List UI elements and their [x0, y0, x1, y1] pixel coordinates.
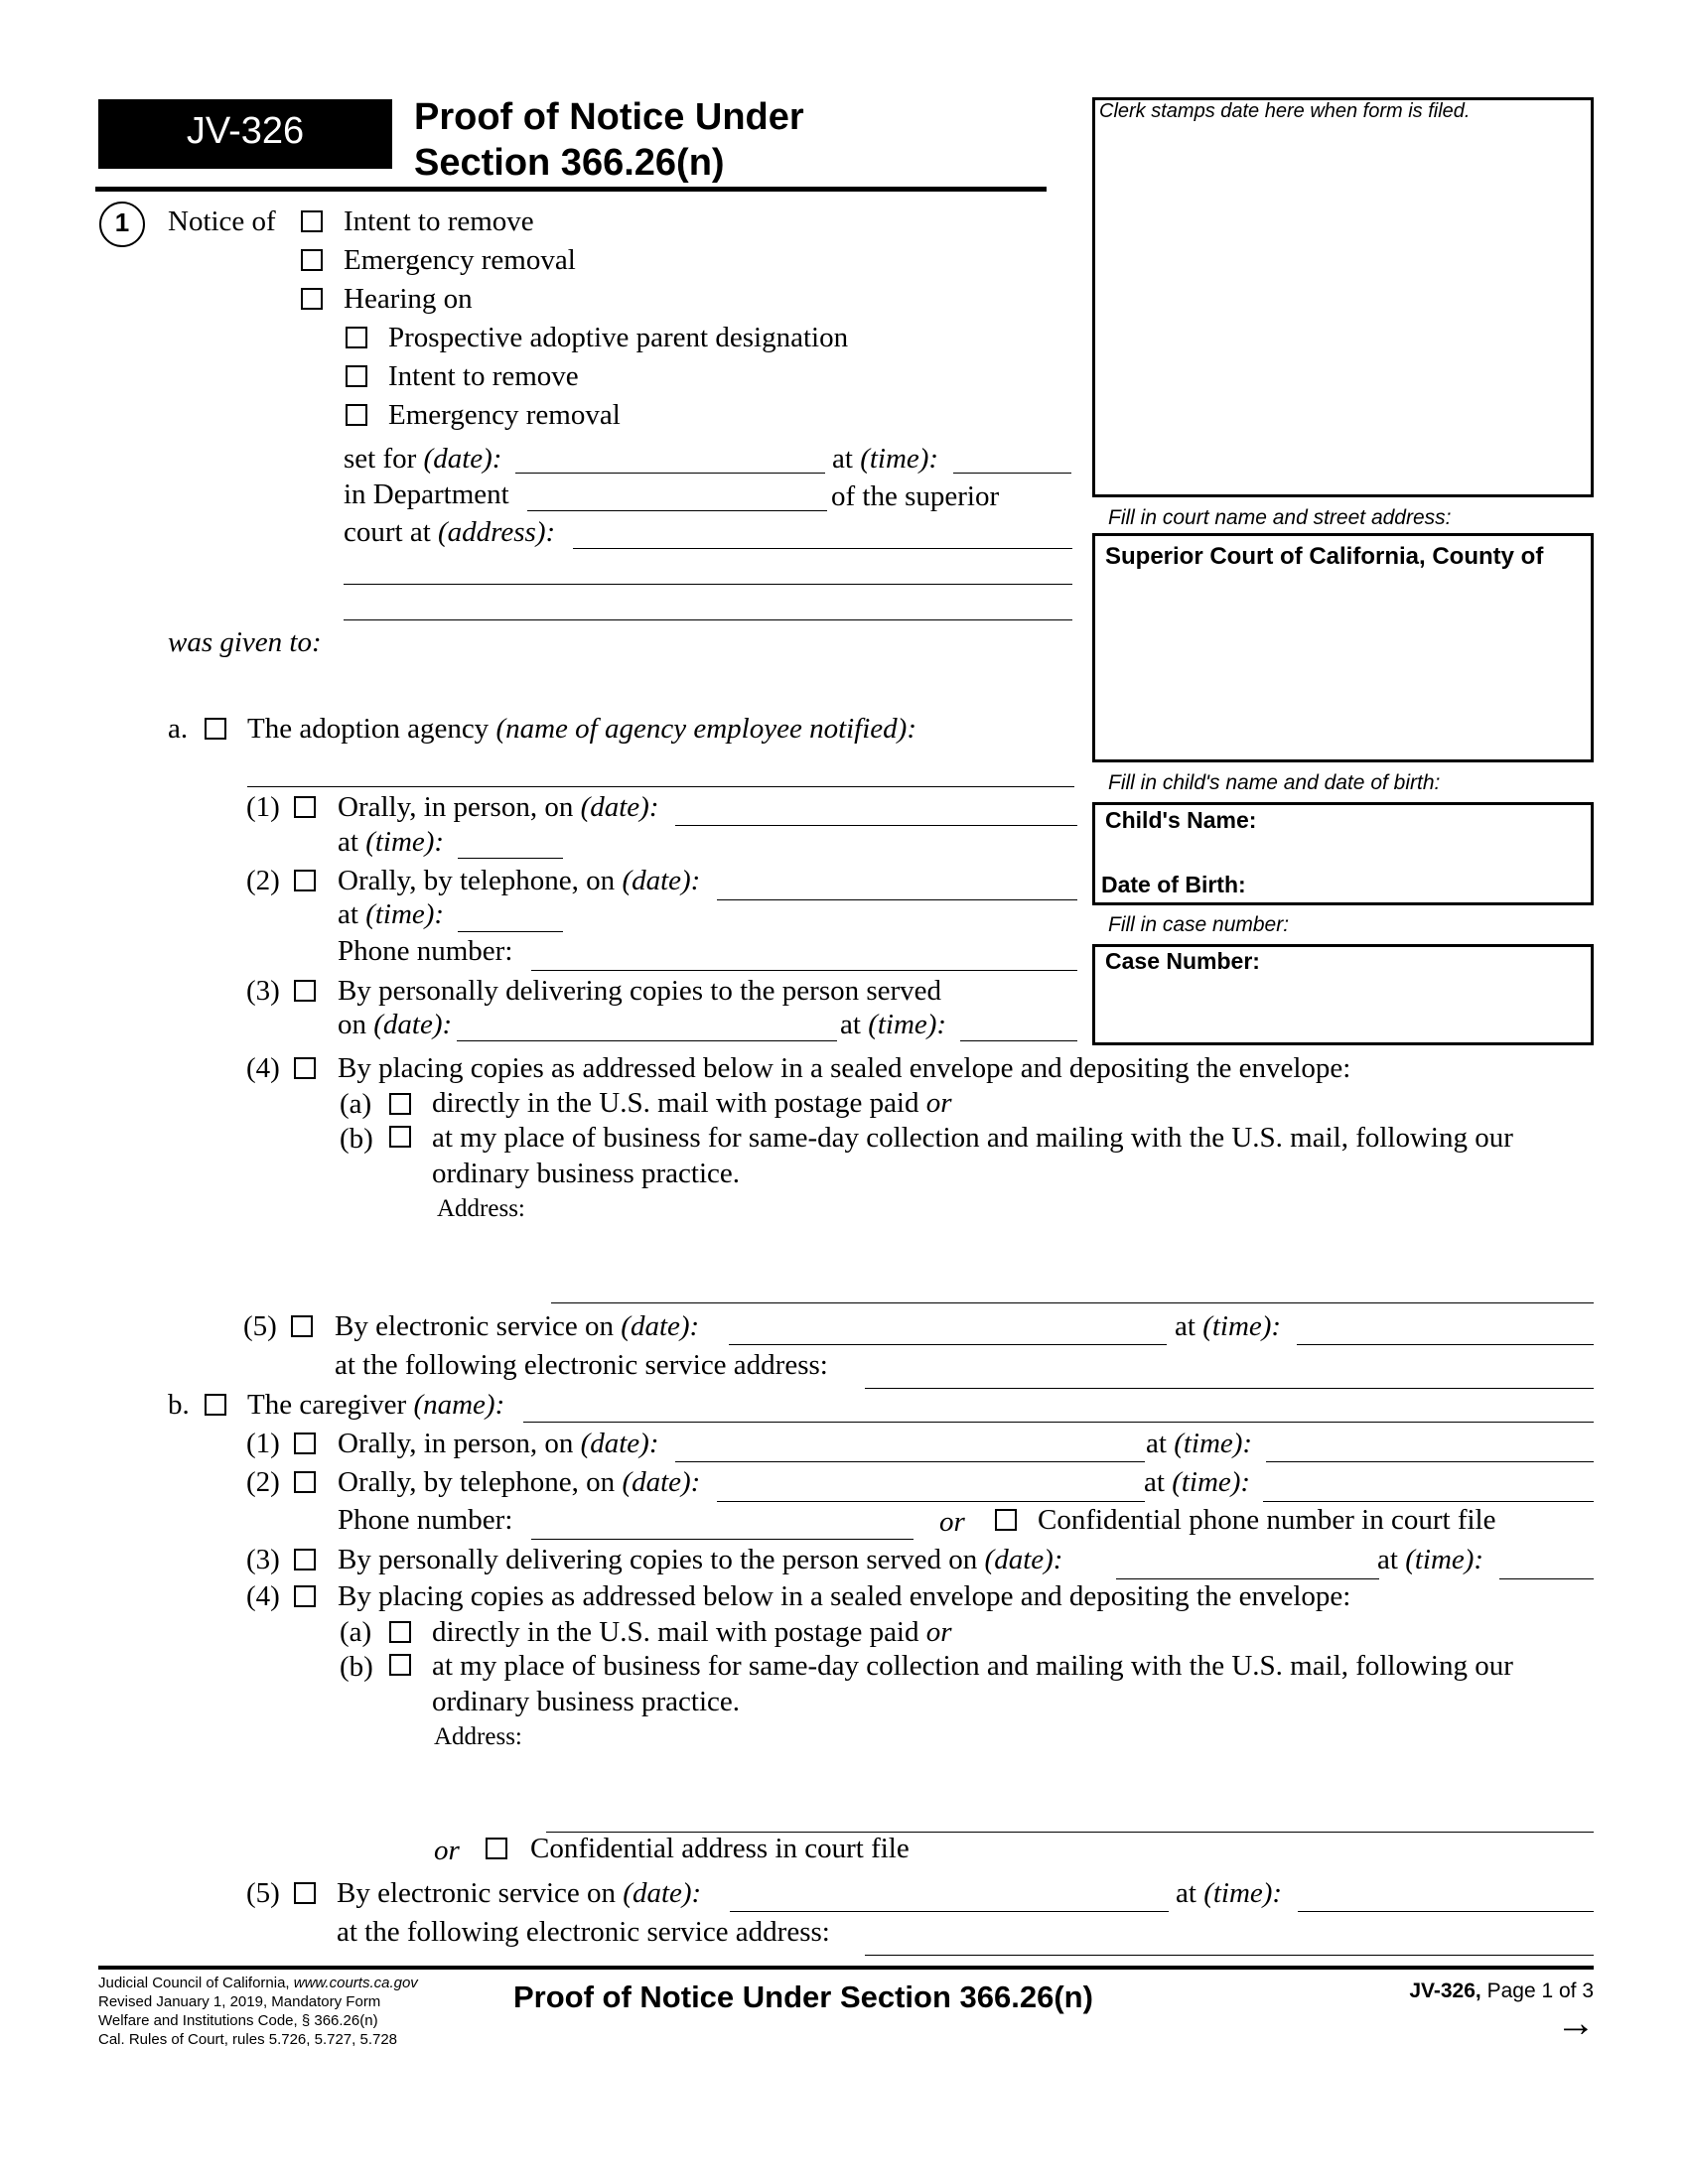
checkbox-confidential-address[interactable]	[486, 1838, 507, 1859]
a4b-label: at my place of business for same-day collection and mailing with the U.S. mail, following our	[432, 1122, 1513, 1154]
checkbox-a5[interactable]	[291, 1315, 313, 1337]
a4-number: (4)	[246, 1052, 280, 1084]
b3-at-time: at (time):	[1377, 1544, 1484, 1575]
label-hearing-intent: Intent to remove	[388, 360, 579, 392]
of-superior-label: of the superior	[831, 480, 1000, 512]
a5-date-field[interactable]	[729, 1344, 1167, 1345]
b4b-label-2: ordinary business practice.	[432, 1686, 741, 1717]
b1-date-field[interactable]	[675, 1461, 1145, 1462]
a4-label: By placing copies as addressed below in a sealed envelope and depositing the envelope:	[338, 1052, 1351, 1084]
checkbox-b3[interactable]	[294, 1549, 316, 1570]
court-address-field-1[interactable]	[573, 548, 1072, 549]
hearing-time-field[interactable]	[953, 473, 1071, 474]
a4b-label-2: ordinary business practice.	[432, 1158, 741, 1189]
header-rule	[95, 187, 1047, 192]
b2-phone-label: Phone number:	[338, 1504, 513, 1536]
checkbox-hearing-intent[interactable]	[346, 365, 367, 387]
child-label: Fill in child's name and date of birth:	[1108, 771, 1441, 794]
form-title-line1: Proof of Notice Under	[414, 96, 804, 138]
a2-label: Orally, by telephone, on (date):	[338, 865, 701, 896]
agency-employee-field[interactable]	[247, 786, 1074, 787]
b2-time-field[interactable]	[1263, 1501, 1594, 1502]
a5-number: (5)	[243, 1310, 277, 1342]
set-for-label: set for (date):	[344, 443, 502, 475]
caregiver-label: The caregiver (name):	[247, 1389, 505, 1421]
section-b-letter: b.	[168, 1389, 190, 1421]
footer-rule	[98, 1966, 1594, 1970]
b1-time-field[interactable]	[1266, 1461, 1594, 1462]
court-address-field-3[interactable]	[344, 619, 1072, 620]
clerk-stamp-box	[1092, 97, 1594, 497]
b3-time-field[interactable]	[1499, 1578, 1594, 1579]
a5-at-time: at (time):	[1175, 1310, 1282, 1342]
case-number-label: Case Number:	[1105, 948, 1260, 974]
b1-label: Orally, in person, on (date):	[338, 1428, 659, 1459]
checkbox-prospective[interactable]	[346, 327, 367, 348]
a4-address-field[interactable]	[551, 1302, 1594, 1303]
a5-address-label: at the following electronic service address:	[335, 1349, 828, 1381]
a2-date-field[interactable]	[717, 899, 1077, 900]
b4a-letter: (a)	[340, 1616, 372, 1648]
notice-of-label: Notice of	[168, 205, 276, 237]
b2-phone-field[interactable]	[531, 1539, 914, 1540]
a3-time-field[interactable]	[960, 1040, 1077, 1041]
a3-date-field[interactable]	[457, 1040, 837, 1041]
b4b-letter: (b)	[340, 1651, 373, 1683]
confidential-phone-label: Confidential phone number in court file	[1038, 1504, 1496, 1536]
court-label: Fill in court name and street address:	[1108, 506, 1452, 529]
a4a-label: directly in the U.S. mail with postage paid or	[432, 1087, 952, 1119]
a3-label: By personally delivering copies to the person served	[338, 975, 942, 1007]
a3-number: (3)	[246, 975, 280, 1007]
b5-date-field[interactable]	[730, 1911, 1169, 1912]
a1-time-field[interactable]	[458, 858, 563, 859]
b3-label: By personally delivering copies to the person served on (date):	[338, 1544, 1063, 1575]
b2-date-field[interactable]	[717, 1501, 1145, 1502]
confidential-address-label: Confidential address in court file	[530, 1833, 910, 1864]
a4a-letter: (a)	[340, 1088, 372, 1120]
b2-number: (2)	[246, 1466, 280, 1498]
a2-time-field[interactable]	[458, 931, 563, 932]
checkbox-hearing-on[interactable]	[301, 288, 323, 310]
b4-label: By placing copies as addressed below in a sealed envelope and depositing the envelope:	[338, 1580, 1351, 1612]
checkbox-intent-to-remove[interactable]	[301, 210, 323, 232]
a4-address-label: Address:	[437, 1195, 525, 1222]
checkbox-hearing-emergency[interactable]	[346, 404, 367, 426]
court-address-field-2[interactable]	[344, 584, 1072, 585]
b5-at-time: at (time):	[1176, 1877, 1283, 1909]
b2-label: Orally, by telephone, on (date):	[338, 1466, 701, 1498]
at-time-label: at (time):	[832, 443, 939, 475]
court-at-label: court at (address):	[344, 516, 556, 548]
adoption-agency-label: The adoption agency (name of agency employee notified):	[247, 713, 916, 745]
court-name: Superior Court of California, County of	[1105, 543, 1544, 570]
b5-label: By electronic service on (date):	[337, 1877, 702, 1909]
b5-address-field[interactable]	[865, 1955, 1594, 1956]
a1-date-field[interactable]	[675, 825, 1077, 826]
b5-address-label: at the following electronic service address:	[337, 1916, 830, 1948]
checkbox-b4a[interactable]	[389, 1621, 411, 1643]
form-number: JV-326	[186, 110, 305, 152]
checkbox-adoption-agency[interactable]	[205, 718, 226, 740]
next-page-arrow-icon: →	[1556, 2001, 1596, 2045]
b4-number: (4)	[246, 1580, 280, 1612]
a2-phone-label: Phone number:	[338, 935, 513, 967]
a3-on-date: on (date):	[338, 1009, 453, 1040]
a5-address-field[interactable]	[865, 1388, 1594, 1389]
checkbox-b1[interactable]	[294, 1433, 316, 1454]
checkbox-caregiver[interactable]	[205, 1394, 226, 1416]
section-a-letter: a.	[168, 713, 189, 745]
was-given-to-label: was given to:	[168, 626, 322, 658]
form-title-line2: Section 366.26(n)	[414, 142, 725, 184]
a2-at-time: at (time):	[338, 898, 445, 930]
a1-number: (1)	[246, 791, 280, 823]
footer-title: Proof of Notice Under Section 366.26(n)	[513, 1979, 1093, 2014]
b5-number: (5)	[246, 1877, 280, 1909]
checkbox-a4b[interactable]	[389, 1126, 411, 1148]
a4b-letter: (b)	[340, 1123, 373, 1155]
footer-source: Judicial Council of California, www.courts.ca.gov Revised January 1, 2019, Mandatory Form Welfare and Institutions Code, § 366.26(n) Cal. Rules of Court, rules 5.726, 5.727, 5.728	[98, 1975, 418, 2048]
label-hearing-emergency: Emergency removal	[388, 399, 621, 431]
checkbox-a2[interactable]	[294, 870, 316, 891]
footer-page: JV-326, Page 1 of 3	[1409, 1979, 1594, 2002]
b4a-label: directly in the U.S. mail with postage paid or	[432, 1616, 952, 1648]
checkbox-b4b[interactable]	[389, 1654, 411, 1676]
item-number: 1	[114, 207, 130, 237]
label-hearing-on: Hearing on	[344, 283, 473, 315]
checkbox-b4[interactable]	[294, 1585, 316, 1607]
a2-phone-field[interactable]	[531, 970, 1077, 971]
b1-number: (1)	[246, 1428, 280, 1459]
a5-label: By electronic service on (date):	[335, 1310, 700, 1342]
b4-address-label: Address:	[434, 1723, 522, 1750]
b5-time-field[interactable]	[1298, 1911, 1594, 1912]
checkbox-a1[interactable]	[294, 796, 316, 818]
dob-label: Date of Birth:	[1101, 872, 1246, 897]
caregiver-name-field[interactable]	[523, 1422, 1594, 1423]
b4-or: or	[434, 1835, 460, 1866]
checkbox-a4[interactable]	[294, 1057, 316, 1079]
department-field[interactable]	[527, 510, 827, 511]
clerk-stamp-label: Clerk stamps date here when form is filed.	[1099, 100, 1471, 122]
checkbox-b5[interactable]	[294, 1882, 316, 1904]
b3-number: (3)	[246, 1544, 280, 1575]
b1-at-time: at (time):	[1146, 1428, 1253, 1459]
checkbox-a4a[interactable]	[389, 1093, 411, 1115]
a1-at-time: at (time):	[338, 826, 445, 858]
checkbox-b2[interactable]	[294, 1471, 316, 1493]
a5-time-field[interactable]	[1297, 1344, 1594, 1345]
hearing-date-field[interactable]	[515, 473, 825, 474]
label-prospective: Prospective adoptive parent designation	[388, 322, 849, 353]
case-label: Fill in case number:	[1108, 913, 1290, 936]
child-name-label: Child's Name:	[1105, 807, 1257, 833]
b4b-label: at my place of business for same-day collection and mailing with the U.S. mail, following our	[432, 1650, 1513, 1682]
b3-date-field[interactable]	[1116, 1578, 1379, 1579]
a1-label: Orally, in person, on (date):	[338, 791, 659, 823]
b2-at-time: at (time):	[1144, 1466, 1251, 1498]
in-department-label: in Department	[344, 478, 509, 510]
a2-number: (2)	[246, 865, 280, 896]
label-intent-to-remove: Intent to remove	[344, 205, 534, 237]
checkbox-a3[interactable]	[294, 980, 316, 1002]
checkbox-confidential-phone[interactable]	[995, 1509, 1017, 1531]
label-emergency-removal: Emergency removal	[344, 244, 576, 276]
checkbox-emergency-removal[interactable]	[301, 249, 323, 271]
b2-or: or	[939, 1506, 965, 1538]
a3-at-time: at (time):	[840, 1009, 947, 1040]
